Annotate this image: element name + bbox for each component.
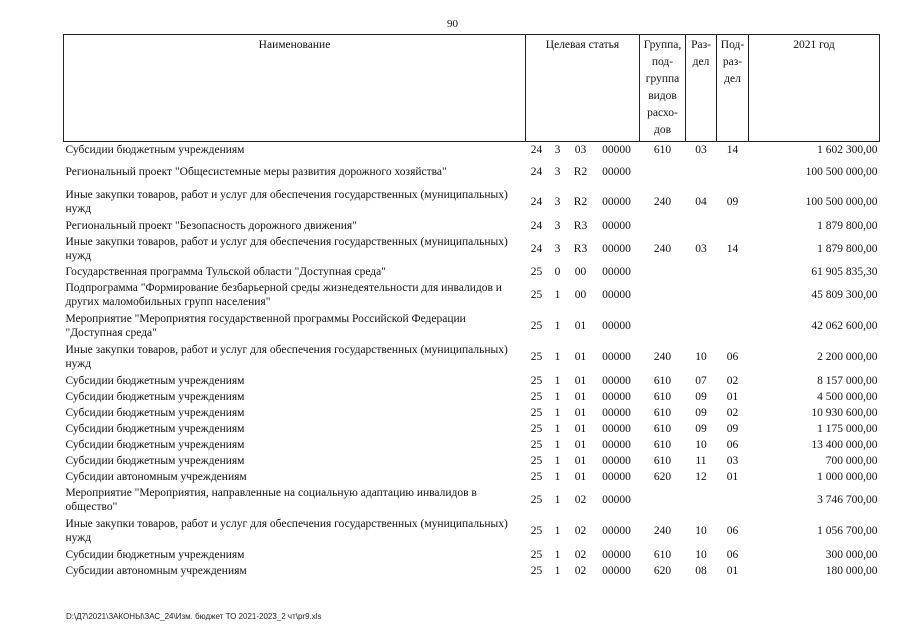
target-code-3: R2: [573, 166, 588, 178]
table-row: [64, 485, 880, 516]
target-code-1: 25: [530, 438, 543, 451]
target-code-2: 1: [554, 454, 561, 467]
table-row: [64, 264, 880, 280]
subsection-code: 06: [726, 525, 739, 537]
expense-group: 610: [653, 422, 672, 435]
target-code-3: R3: [573, 242, 588, 255]
target-code-1: 25: [530, 564, 543, 577]
subsection-code: 01: [726, 390, 739, 403]
row-name: Субсидии бюджетным учреждениям: [65, 390, 245, 403]
target-code-4: 00000: [602, 438, 631, 451]
expense-group: [640, 264, 686, 280]
table-row: [64, 218, 880, 234]
subsection-code: [717, 264, 749, 280]
target-code-3: 00: [574, 265, 587, 278]
target-code-3: 03: [574, 143, 587, 156]
section-code: 12: [695, 470, 707, 483]
target-code-2: 1: [554, 406, 561, 419]
amount: 1 602 300,00: [817, 143, 878, 156]
amount: 1 000 000,00: [817, 470, 878, 483]
target-code-4: 00000: [602, 564, 631, 577]
expense-group: [640, 485, 686, 516]
header-subsection: Под- раз- дел: [717, 35, 749, 142]
target-code-4: 00000: [602, 219, 631, 232]
subsection-code: 09: [726, 422, 739, 435]
section-code: 08: [695, 564, 707, 577]
amount: 45 809 300,00: [811, 289, 878, 301]
expense-group: 610: [653, 454, 672, 467]
target-code-4: 00000: [602, 470, 631, 483]
section-code: 09: [695, 390, 707, 403]
page-number: 90: [447, 18, 458, 30]
expense-group: 610: [653, 390, 672, 403]
table-row: [64, 437, 880, 453]
target-code-4: 00000: [602, 422, 631, 435]
target-code-1: 24: [530, 196, 543, 208]
row-name: Иные закупки товаров, работ и услуг для обеспечения государственных (муниципальных) нужд: [65, 518, 508, 544]
header-target-article: Целевая статья: [526, 35, 640, 142]
table-row: [64, 389, 880, 405]
target-code-2: 3: [554, 166, 561, 178]
section-code: 07: [695, 374, 707, 387]
target-code-1: 24: [530, 166, 543, 178]
section-code: 10: [695, 548, 707, 561]
amount: 2 200 000,00: [817, 351, 878, 363]
expense-group: 240: [653, 196, 672, 208]
expense-group: 240: [653, 525, 672, 537]
target-code-3: 02: [574, 564, 587, 577]
expense-group: 610: [653, 406, 672, 419]
subsection-code: [717, 280, 749, 311]
table-row: [64, 421, 880, 437]
row-name: Региональный проект "Безопасность дорожного движения": [65, 219, 357, 232]
target-code-4: 00000: [602, 390, 631, 403]
row-name: Субсидии автономным учреждениям: [65, 564, 247, 577]
target-code-4: 00000: [602, 374, 631, 387]
subsection-code: 09: [726, 196, 739, 208]
section-code: 10: [695, 351, 707, 363]
subsection-code: 14: [726, 242, 739, 255]
target-code-4: 00000: [602, 320, 631, 332]
target-code-1: 25: [530, 265, 543, 278]
header-name: Наименование: [64, 35, 526, 142]
amount: 1 175 000,00: [817, 422, 878, 435]
row-name: Иные закупки товаров, работ и услуг для обеспечения государственных (муниципальных) нужд: [65, 235, 508, 262]
target-code-1: 25: [530, 289, 543, 301]
row-name: Субсидии бюджетным учреждениям: [65, 406, 245, 419]
header-group: Группа, под- группа видов расхо- дов: [640, 35, 686, 142]
target-code-1: 25: [530, 548, 543, 561]
target-code-2: 1: [554, 470, 561, 483]
table-row: [64, 469, 880, 485]
table-row: [64, 453, 880, 469]
subsection-code: 03: [726, 454, 739, 467]
target-code-1: 24: [530, 242, 543, 255]
target-code-2: 1: [554, 374, 561, 387]
section-code: 09: [695, 406, 707, 419]
row-name: Государственная программа Тульской области "Доступная среда": [65, 265, 386, 278]
row-name: Субсидии бюджетным учреждениям: [65, 454, 245, 467]
row-name: Мероприятие "Мероприятия, направленные на социальную адаптацию инвалидов в общество": [65, 487, 477, 513]
amount: 4 500 000,00: [817, 390, 878, 403]
target-code-3: 00: [574, 289, 587, 301]
amount: 700 000,00: [825, 454, 878, 467]
table-body: [64, 142, 880, 579]
target-code-3: 01: [574, 438, 587, 451]
expense-group: 610: [653, 374, 672, 387]
table-row: [64, 373, 880, 389]
target-code-4: 00000: [602, 351, 631, 363]
amount: 1 879 800,00: [817, 219, 878, 232]
subsection-code: [717, 158, 749, 187]
row-name: Иные закупки товаров, работ и услуг для обеспечения государственных (муниципальных) нужд: [65, 344, 508, 370]
amount: 1 879 800,00: [817, 242, 878, 255]
target-code-1: 25: [530, 374, 543, 387]
target-code-4: 00000: [602, 143, 631, 156]
subsection-code: 01: [726, 564, 739, 577]
target-code-2: 1: [554, 438, 561, 451]
target-code-1: 24: [530, 219, 543, 232]
table-row: [64, 547, 880, 563]
target-code-2: 3: [554, 196, 561, 208]
target-code-1: 25: [530, 494, 543, 506]
target-code-3: 01: [574, 390, 587, 403]
section-code: [686, 218, 717, 234]
table-row: [64, 142, 880, 158]
amount: 3 746 700,00: [817, 494, 878, 506]
target-code-1: 25: [530, 390, 543, 403]
subsection-code: 14: [726, 143, 739, 156]
target-code-3: 01: [574, 374, 587, 387]
expense-group: 240: [653, 242, 672, 255]
table-row: [64, 405, 880, 421]
target-code-3: 01: [574, 422, 587, 435]
amount: 300 000,00: [825, 548, 878, 561]
row-name: Субсидии бюджетным учреждениям: [65, 374, 245, 387]
header-row: [64, 35, 880, 142]
target-code-3: 01: [574, 406, 587, 419]
target-code-2: 3: [554, 219, 561, 232]
target-code-4: 00000: [602, 525, 631, 537]
target-code-2: 0: [554, 265, 561, 278]
target-code-2: 1: [554, 494, 561, 506]
subsection-code: 06: [726, 548, 739, 561]
target-code-2: 1: [554, 289, 561, 301]
target-code-2: 1: [554, 320, 561, 332]
amount: 10 930 600,00: [811, 406, 878, 419]
target-code-2: 3: [554, 242, 561, 255]
target-code-4: 00000: [602, 406, 631, 419]
target-code-3: 01: [574, 351, 587, 363]
target-code-1: 24: [530, 143, 543, 156]
amount: 180 000,00: [825, 564, 878, 577]
table-row: [64, 187, 880, 218]
target-code-1: 25: [530, 351, 543, 363]
row-name: Подпрограмма "Формирование безбарьерной среды жизнедеятельности для инвалидов и других маломобильных групп населения": [65, 282, 502, 308]
amount: 42 062 600,00: [811, 320, 878, 332]
subsection-code: [717, 311, 749, 342]
section-code: [686, 280, 717, 311]
row-name: Мероприятие "Мероприятия государственной программы Российской Федерации "Доступная среда": [65, 313, 466, 339]
section-code: 11: [695, 454, 707, 467]
expense-group: 620: [653, 564, 672, 577]
target-code-4: 00000: [602, 494, 631, 506]
target-code-1: 25: [530, 406, 543, 419]
target-code-4: 00000: [602, 289, 631, 301]
target-code-4: 00000: [602, 196, 631, 208]
section-code: [686, 485, 717, 516]
expense-group: [640, 280, 686, 311]
header-amount: 2021 год: [749, 35, 880, 142]
expense-group: [640, 311, 686, 342]
target-code-1: 25: [530, 525, 543, 537]
expense-group: [640, 218, 686, 234]
section-code: 10: [695, 438, 707, 451]
target-code-4: 00000: [602, 548, 631, 561]
target-code-2: 3: [554, 143, 561, 156]
section-code: 09: [695, 422, 707, 435]
amount: 100 500 000,00: [805, 196, 878, 208]
row-name: Субсидии автономным учреждениям: [65, 470, 247, 483]
target-code-4: 00000: [602, 454, 631, 467]
expense-group: 610: [653, 143, 672, 156]
section-code: 10: [695, 525, 707, 537]
amount: 8 157 000,00: [817, 374, 878, 387]
subsection-code: 01: [726, 470, 739, 483]
file-path-footer: D:\Д7\2021\ЗАКОНЫ\ЗАС_24\Изм. бюджет ТО 2021-2023_2 чт\pr9.xls: [66, 612, 322, 621]
header-section: Раз- дел: [686, 35, 717, 142]
target-code-1: 25: [530, 470, 543, 483]
target-code-1: 25: [530, 320, 543, 332]
row-name: Субсидии бюджетным учреждениям: [65, 548, 245, 561]
table-row: [64, 280, 880, 311]
subsection-code: 06: [726, 351, 739, 363]
target-code-4: 00000: [602, 242, 631, 255]
row-name: Региональный проект "Общесистемные меры развития дорожного хозяйства": [65, 166, 447, 178]
target-code-4: 00000: [602, 265, 631, 278]
section-code: [686, 158, 717, 187]
target-code-1: 25: [530, 422, 543, 435]
subsection-code: 02: [726, 374, 739, 387]
target-code-3: 01: [574, 320, 587, 332]
target-code-2: 1: [554, 525, 561, 537]
amount: 61 905 835,30: [811, 265, 878, 278]
target-code-2: 1: [554, 422, 561, 435]
budget-table: [63, 34, 880, 579]
subsection-code: 02: [726, 406, 739, 419]
table-row: [64, 158, 880, 187]
target-code-2: 1: [554, 390, 561, 403]
target-code-3: 01: [574, 470, 587, 483]
row-name: Субсидии бюджетным учреждениям: [65, 143, 245, 156]
expense-group: [640, 158, 686, 187]
target-code-3: 02: [574, 548, 587, 561]
section-code: [686, 311, 717, 342]
target-code-3: R3: [573, 219, 588, 232]
target-code-3: R2: [573, 196, 588, 208]
expense-group: 610: [653, 438, 672, 451]
row-name: Иные закупки товаров, работ и услуг для обеспечения государственных (муниципальных) нужд: [65, 189, 508, 215]
subsection-code: [717, 218, 749, 234]
amount: 100 500 000,00: [805, 166, 878, 178]
target-code-1: 25: [530, 454, 543, 467]
table-row: [64, 516, 880, 547]
table-row: [64, 311, 880, 342]
expense-group: 620: [653, 470, 672, 483]
section-code: [686, 264, 717, 280]
target-code-3: 01: [574, 454, 587, 467]
subsection-code: 06: [726, 438, 739, 451]
table-row: [64, 234, 880, 264]
section-code: 03: [695, 242, 707, 255]
row-name: Субсидии бюджетным учреждениям: [65, 438, 245, 451]
subsection-code: [717, 485, 749, 516]
target-code-4: 00000: [602, 166, 631, 178]
amount: 1 056 700,00: [817, 525, 878, 537]
target-code-2: 1: [554, 351, 561, 363]
table-row: [64, 342, 880, 373]
row-name: Субсидии бюджетным учреждениям: [65, 422, 245, 435]
target-code-3: 02: [574, 525, 587, 537]
expense-group: 610: [653, 548, 672, 561]
amount: 13 400 000,00: [811, 438, 878, 451]
table-row: [64, 563, 880, 579]
section-code: 03: [695, 143, 707, 156]
target-code-3: 02: [574, 494, 587, 506]
expense-group: 240: [653, 351, 672, 363]
target-code-2: 1: [554, 548, 561, 561]
section-code: 04: [695, 196, 707, 208]
target-code-2: 1: [554, 564, 561, 577]
